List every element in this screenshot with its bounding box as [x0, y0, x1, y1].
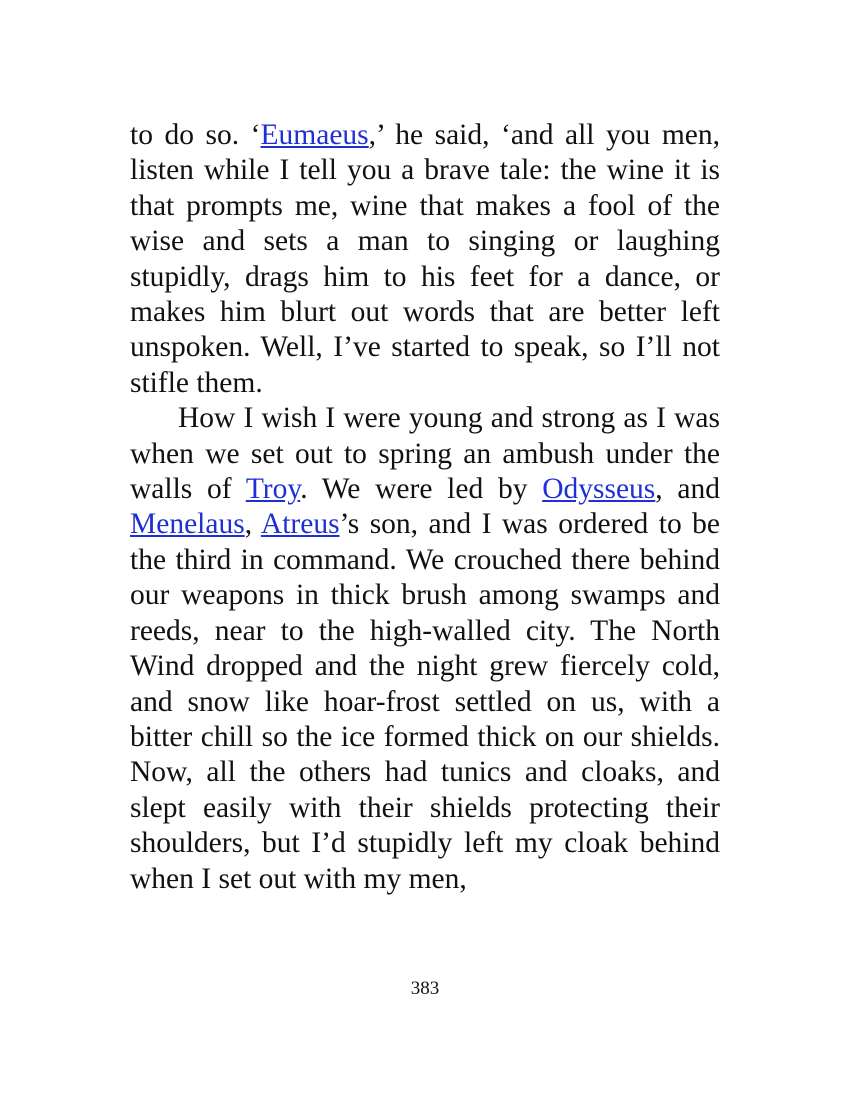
text-segment: , — [244, 508, 261, 541]
link-eumaeus[interactable]: Eumaeus — [260, 119, 369, 151]
text-segment: . We were led by — [300, 473, 543, 506]
text-segment: ’s son, and I was ordered to be the third in command. We crouched there behind our weapons in thick brush among swamps and reeds, near to the high-walled city. The North Wind dropped and the night grew fiercely cold, and snow like hoar-frost settled on us, with a bitter chill so the ice formed thick on our shields. Now, all the others had tunics and cloaks, and slept easily with their shields protecting their shoulders, but I’d stupidly left my cloak behind when I set out with my men, — [130, 508, 721, 895]
paragraph-1 — [130, 118, 720, 401]
link-odysseus[interactable]: Odysseus — [542, 473, 656, 506]
link-menelaus[interactable]: Menelaus — [130, 508, 245, 541]
text-segment: ,’ he said, ‘and all you men, listen while I tell you a brave tale: the wine it is that prompts me, wine that makes a fool of the wise and sets a man to singing or laughing stupidly, drags him to his feet for a dance, or makes him blurt out words that are better left unspoken. Well, I’ve started to speak, so I’ll not stifle them. — [130, 119, 720, 399]
text-segment: How I wish I were young and strong as I was when we set out to spring an ambush under the walls of — [130, 402, 720, 506]
paragraph-2 — [130, 401, 720, 897]
page-body — [130, 118, 720, 897]
link-atreus[interactable]: Atreus — [260, 508, 340, 541]
link-troy[interactable]: Troy — [245, 473, 301, 506]
page-number: 383 — [410, 978, 440, 999]
text-segment: to do so. ‘ — [130, 119, 261, 151]
text-segment: , and — [655, 473, 721, 506]
